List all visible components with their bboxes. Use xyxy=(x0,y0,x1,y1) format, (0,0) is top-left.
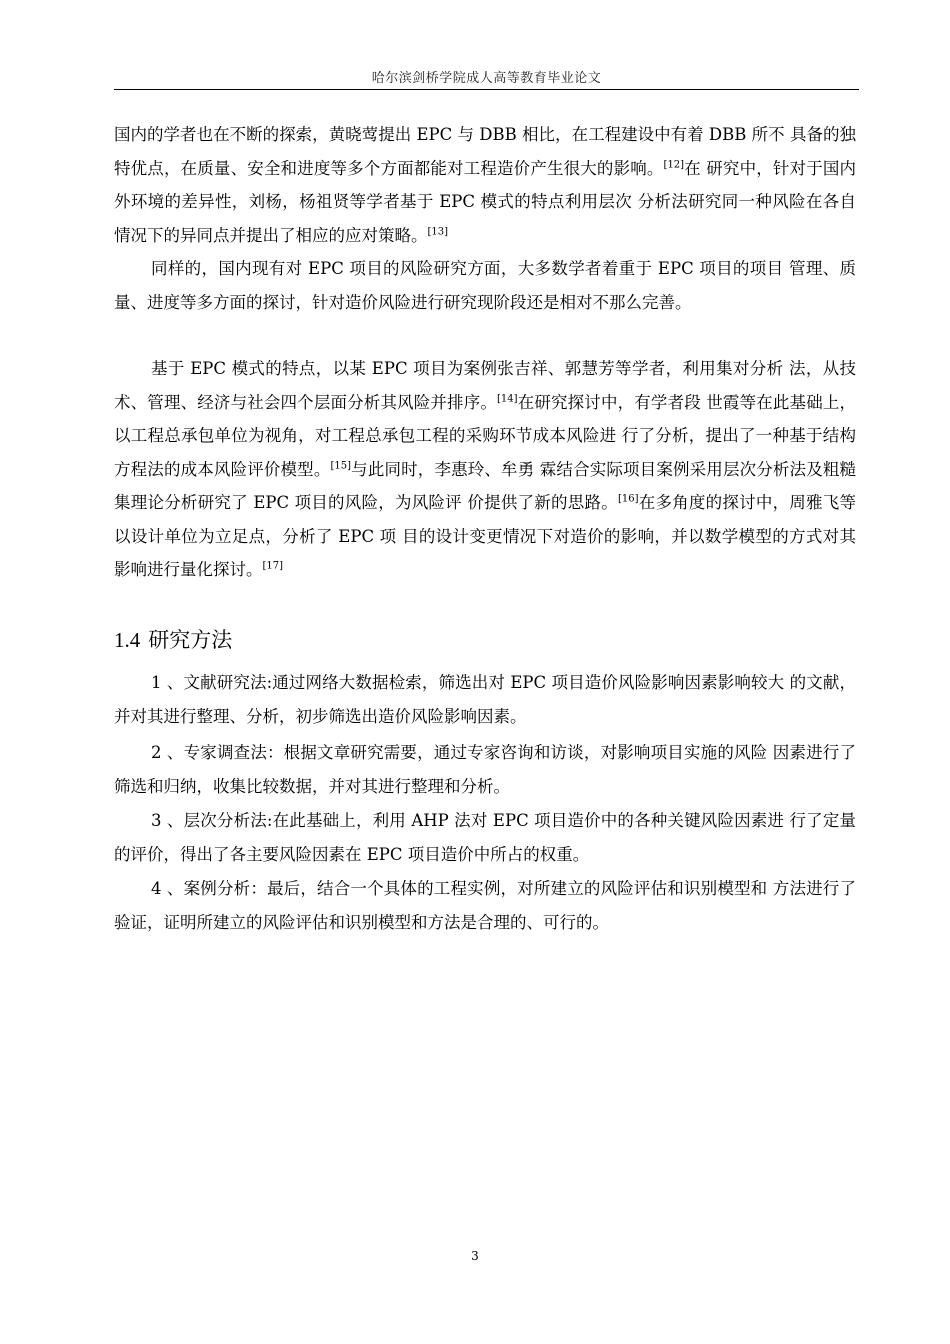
header-divider xyxy=(114,89,859,90)
citation-15: [15] xyxy=(330,460,352,471)
citation-14: [14] xyxy=(497,393,518,404)
paragraph-epc-case-studies xyxy=(114,352,856,587)
section-title: 研究方法 xyxy=(148,628,233,652)
citation-17: [17] xyxy=(262,560,284,572)
method-literature-research: 1 、文献研究法:通过网络大数据检索，筛选出对 EPC 项目造价风险影响因素影响较大 的文献，并对其进行整理、分析，初步筛选出造价风险影响因素。 xyxy=(114,673,856,726)
paragraph-risk-research-gap: 同样的，国内现有对 EPC 项目的风险研究方面，大多数学者着重于 EPC 项目的项目 管理、质量、进度等多方面的探讨，针对造价风险进行研究现阶段还是相对不那么完善。 xyxy=(114,259,856,312)
method-expert-survey: 2 、专家调查法：根据文章研究需要，通过专家咨询和访谈，对影响项目实施的风险 因素进行了筛选和归纳，收集比较数据，并对其进行整理和分析。 xyxy=(114,743,856,796)
citation-13: [13] xyxy=(427,226,449,237)
page-number: 3 xyxy=(471,1249,479,1263)
method-ahp: 3 、层次分析法:在此基础上，利用 AHP 法对 EPC 项目造价中的各种关键风险因素进 行了定量的评价，得出了各主要风险因素在 EPC 项目造价中所占的权重。 xyxy=(114,811,856,864)
paragraph-domestic-research xyxy=(114,118,856,252)
running-header: 哈尔滨剑桥学院成人高等教育毕业论文 xyxy=(371,71,602,86)
section-number: 1.4 xyxy=(114,628,141,652)
method-case-analysis: 4 、案例分析：最后，结合一个具体的工程实例，对所建立的风险评估和识别模型和 方法进行了验证，证明所建立的风险评估和识别模型和方法是合理的、可行的。 xyxy=(114,879,856,932)
section-heading-research-methods xyxy=(114,624,232,654)
paragraph-text: 在多角度的探讨中，周雅飞等以设计单位为立足点，分析了 EPC 项 目的设计变更情况下对造价的影响，并以数学模型的方式对其影响进行量化探讨。 xyxy=(114,493,856,579)
paragraph-text: 在研究探讨中，有学者段 世霞等在此基础上，以工程总承包单位为视角，对工程总承包工程的采购环节成本风险进 行了分析，提出了一种基于结构方程法的成本风险评价模型。 xyxy=(114,392,856,479)
paragraph-text: 在 研究中，针对于国内外环境的差异性，刘杨，杨祖贤等学者基于 EPC 模式的特点利用层次 分析法研究同一种风险在各自情况下的异同点并提出了相应的应对策略。 xyxy=(114,158,857,245)
paragraph-text: 与此同时，李惠玲、牟勇 霖结合实际项目案例采用层次分析法及粗糙集理论分析研究了 EPC 项目的风险，为风险评 价提供了新的思路。 xyxy=(114,459,857,512)
citation-16: [16] xyxy=(617,493,639,505)
citation-12: [12] xyxy=(663,159,685,170)
paragraph-text: 基于 EPC 模式的特点，以某 EPC 项目为案例张吉祥、郭慧芳等学者，利用集对分析 法，从技术、管理、经济与社会四个层面分析其风险并排序。 xyxy=(114,359,856,412)
paragraph-text: 国内的学者也在不断的探索，黄晓莺提出 EPC 与 DBB 相比，在工程建设中有着 DBB 所不 具备的独特优点，在质量、安全和进度等多个方面都能对工程造价产生很大的影响。 xyxy=(114,125,856,178)
